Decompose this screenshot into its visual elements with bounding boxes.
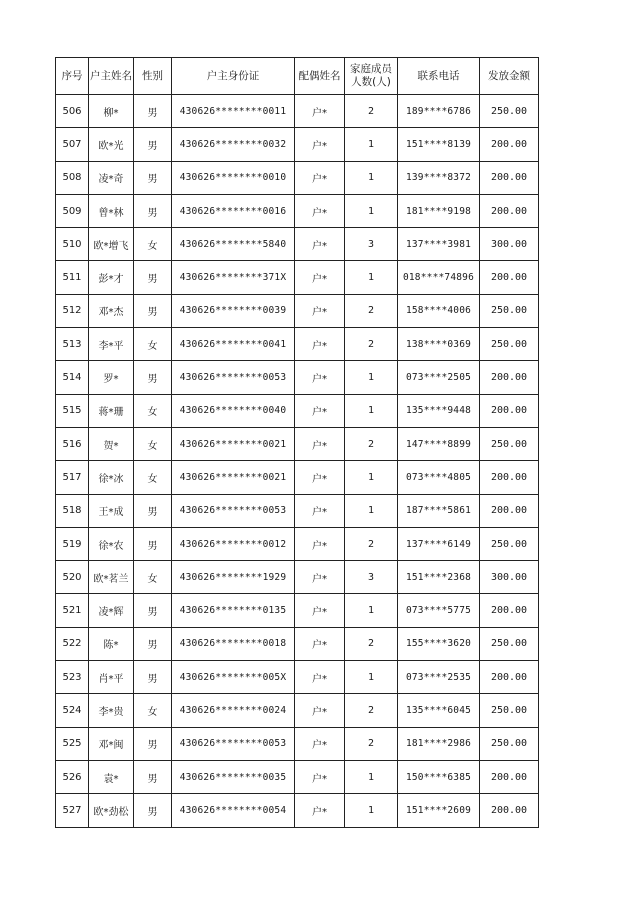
cell-phone: 155****3620 [398,627,480,660]
col-header-spouse: 配偶姓名 [295,58,345,95]
cell-name: 欧*劲松 [89,794,134,827]
cell-spouse: 户* [295,394,345,427]
cell-id: 430626********0021 [172,461,295,494]
cell-amount: 250.00 [480,294,539,327]
cell-phone: 151****8139 [398,128,480,161]
cell-amount: 200.00 [480,128,539,161]
cell-seq: 527 [56,794,89,827]
cell-spouse: 户* [295,594,345,627]
table-row [56,427,539,460]
cell-gender: 男 [134,95,172,128]
cell-gender: 男 [134,294,172,327]
cell-members: 2 [345,627,398,660]
cell-gender: 男 [134,527,172,560]
cell-id: 430626********1929 [172,561,295,594]
cell-name: 李*贵 [89,694,134,727]
cell-members: 2 [345,294,398,327]
cell-seq: 515 [56,394,89,427]
cell-id: 430626********0053 [172,361,295,394]
cell-name: 肖*平 [89,661,134,694]
cell-name: 李*平 [89,328,134,361]
cell-phone: 139****8372 [398,161,480,194]
cell-spouse: 户* [295,561,345,594]
cell-phone: 137****6149 [398,527,480,560]
cell-spouse: 户* [295,161,345,194]
cell-id: 430626********0011 [172,95,295,128]
cell-amount: 250.00 [480,727,539,760]
cell-members: 1 [345,161,398,194]
cell-spouse: 户* [295,527,345,560]
cell-phone: 073****2505 [398,361,480,394]
cell-seq: 516 [56,427,89,460]
cell-gender: 男 [134,261,172,294]
cell-amount: 200.00 [480,361,539,394]
cell-id: 430626********0032 [172,128,295,161]
cell-id: 430626********0041 [172,328,295,361]
cell-name: 凌*辉 [89,594,134,627]
cell-spouse: 户* [295,361,345,394]
cell-spouse: 户* [295,95,345,128]
cell-members: 1 [345,128,398,161]
cell-spouse: 户* [295,461,345,494]
col-header-amount: 发放金额 [480,58,539,95]
cell-members: 1 [345,494,398,527]
cell-amount: 200.00 [480,194,539,227]
table-row [56,661,539,694]
cell-phone: 147****8899 [398,427,480,460]
cell-name: 凌*奇 [89,161,134,194]
table-row [56,694,539,727]
cell-name: 邓*杰 [89,294,134,327]
table-row [56,527,539,560]
cell-phone: 073****4805 [398,461,480,494]
cell-seq: 521 [56,594,89,627]
cell-gender: 男 [134,194,172,227]
cell-members: 1 [345,794,398,827]
cell-phone: 181****2986 [398,727,480,760]
cell-name: 贺* [89,427,134,460]
col-header-id: 户主身份证 [172,58,295,95]
cell-phone: 138****0369 [398,328,480,361]
cell-members: 1 [345,760,398,793]
cell-seq: 525 [56,727,89,760]
cell-gender: 女 [134,427,172,460]
cell-amount: 200.00 [480,394,539,427]
table-row [56,461,539,494]
table-row [56,328,539,361]
cell-members: 2 [345,527,398,560]
cell-members: 2 [345,95,398,128]
subsidy-table [55,57,539,828]
table-body [56,95,539,828]
cell-name: 陈* [89,627,134,660]
cell-amount: 200.00 [480,161,539,194]
cell-members: 2 [345,727,398,760]
cell-members: 1 [345,194,398,227]
cell-name: 欧*茗兰 [89,561,134,594]
col-header-seq: 序号 [56,58,89,95]
cell-spouse: 户* [295,328,345,361]
cell-spouse: 户* [295,794,345,827]
table-row [56,161,539,194]
cell-id: 430626********0054 [172,794,295,827]
cell-amount: 200.00 [480,794,539,827]
col-header-members: 家庭成员人数(人) [345,58,398,95]
cell-id: 430626********0135 [172,594,295,627]
cell-spouse: 户* [295,228,345,261]
cell-members: 1 [345,661,398,694]
cell-members: 1 [345,594,398,627]
cell-seq: 519 [56,527,89,560]
header-row [56,58,539,95]
cell-id: 430626********0035 [172,760,295,793]
cell-phone: 151****2368 [398,561,480,594]
table-row [56,594,539,627]
cell-phone: 181****9198 [398,194,480,227]
cell-name: 蒋*珊 [89,394,134,427]
cell-gender: 男 [134,361,172,394]
cell-seq: 523 [56,661,89,694]
cell-members: 2 [345,328,398,361]
cell-name: 欧*增飞 [89,228,134,261]
cell-gender: 男 [134,494,172,527]
cell-phone: 150****6385 [398,760,480,793]
cell-seq: 513 [56,328,89,361]
cell-amount: 300.00 [480,228,539,261]
cell-id: 430626********0040 [172,394,295,427]
cell-seq: 506 [56,95,89,128]
cell-seq: 512 [56,294,89,327]
table-row [56,627,539,660]
cell-members: 2 [345,694,398,727]
cell-seq: 511 [56,261,89,294]
table-row [56,261,539,294]
cell-amount: 200.00 [480,760,539,793]
cell-id: 430626********0021 [172,427,295,460]
cell-id: 430626********0010 [172,161,295,194]
table-row [56,294,539,327]
cell-seq: 524 [56,694,89,727]
cell-amount: 250.00 [480,328,539,361]
cell-amount: 200.00 [480,594,539,627]
cell-spouse: 户* [295,694,345,727]
cell-spouse: 户* [295,128,345,161]
cell-phone: 018****74896 [398,261,480,294]
cell-spouse: 户* [295,494,345,527]
cell-id: 430626********0016 [172,194,295,227]
cell-members: 1 [345,394,398,427]
cell-amount: 250.00 [480,95,539,128]
cell-members: 1 [345,461,398,494]
cell-amount: 200.00 [480,494,539,527]
table-row [56,228,539,261]
cell-gender: 男 [134,161,172,194]
cell-amount: 250.00 [480,627,539,660]
table-row [56,194,539,227]
cell-gender: 女 [134,694,172,727]
table-row [56,394,539,427]
cell-name: 邓*闽 [89,727,134,760]
cell-spouse: 户* [295,760,345,793]
table-row [56,128,539,161]
cell-id: 430626********5840 [172,228,295,261]
col-header-phone: 联系电话 [398,58,480,95]
cell-name: 曾*林 [89,194,134,227]
table-row [56,361,539,394]
cell-phone: 073****2535 [398,661,480,694]
cell-phone: 135****6045 [398,694,480,727]
cell-seq: 510 [56,228,89,261]
cell-spouse: 户* [295,727,345,760]
cell-gender: 女 [134,328,172,361]
cell-seq: 517 [56,461,89,494]
cell-id: 430626********0053 [172,494,295,527]
cell-members: 3 [345,228,398,261]
cell-phone: 189****6786 [398,95,480,128]
cell-amount: 200.00 [480,461,539,494]
cell-seq: 520 [56,561,89,594]
cell-id: 430626********0012 [172,527,295,560]
col-header-gender: 性别 [134,58,172,95]
cell-name: 柳* [89,95,134,128]
cell-id: 430626********005X [172,661,295,694]
cell-amount: 200.00 [480,661,539,694]
cell-amount: 250.00 [480,427,539,460]
cell-gender: 女 [134,394,172,427]
cell-members: 2 [345,427,398,460]
cell-gender: 男 [134,661,172,694]
cell-spouse: 户* [295,627,345,660]
cell-amount: 200.00 [480,261,539,294]
cell-gender: 女 [134,561,172,594]
cell-spouse: 户* [295,294,345,327]
cell-id: 430626********0053 [172,727,295,760]
cell-spouse: 户* [295,194,345,227]
cell-seq: 509 [56,194,89,227]
cell-gender: 男 [134,627,172,660]
cell-phone: 137****3981 [398,228,480,261]
cell-spouse: 户* [295,427,345,460]
cell-phone: 151****2609 [398,794,480,827]
cell-name: 王*成 [89,494,134,527]
table-row [56,794,539,827]
cell-seq: 514 [56,361,89,394]
cell-seq: 518 [56,494,89,527]
cell-phone: 135****9448 [398,394,480,427]
cell-members: 1 [345,361,398,394]
cell-name: 徐*农 [89,527,134,560]
cell-gender: 男 [134,128,172,161]
table-row [56,494,539,527]
cell-amount: 300.00 [480,561,539,594]
cell-gender: 男 [134,760,172,793]
col-header-name: 户主姓名 [89,58,134,95]
cell-gender: 男 [134,794,172,827]
cell-members: 3 [345,561,398,594]
cell-amount: 250.00 [480,527,539,560]
table-row [56,760,539,793]
cell-amount: 250.00 [480,694,539,727]
cell-seq: 526 [56,760,89,793]
cell-name: 徐*冰 [89,461,134,494]
cell-name: 袁* [89,760,134,793]
table-row [56,561,539,594]
cell-gender: 男 [134,727,172,760]
cell-name: 欧*光 [89,128,134,161]
cell-spouse: 户* [295,261,345,294]
cell-seq: 508 [56,161,89,194]
cell-gender: 女 [134,228,172,261]
cell-spouse: 户* [295,661,345,694]
table-row [56,727,539,760]
cell-seq: 507 [56,128,89,161]
table-row [56,95,539,128]
cell-phone: 073****5775 [398,594,480,627]
cell-seq: 522 [56,627,89,660]
cell-gender: 女 [134,461,172,494]
cell-id: 430626********0018 [172,627,295,660]
cell-id: 430626********0039 [172,294,295,327]
cell-phone: 158****4006 [398,294,480,327]
cell-id: 430626********0024 [172,694,295,727]
cell-name: 罗* [89,361,134,394]
cell-id: 430626********371X [172,261,295,294]
cell-name: 彭*才 [89,261,134,294]
cell-gender: 男 [134,594,172,627]
cell-phone: 187****5861 [398,494,480,527]
cell-members: 1 [345,261,398,294]
